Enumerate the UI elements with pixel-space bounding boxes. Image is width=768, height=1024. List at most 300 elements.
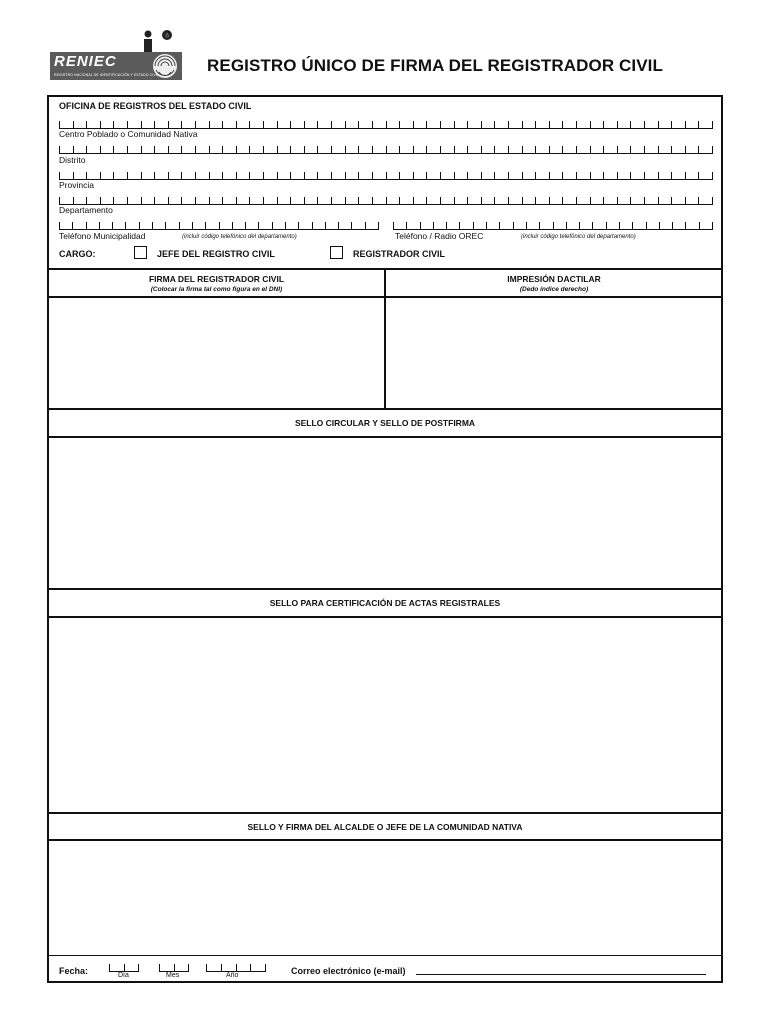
box-tick [263, 172, 264, 179]
box-tick [522, 172, 523, 179]
box-tick [290, 172, 291, 179]
box-tick [522, 121, 523, 128]
box-tick [386, 146, 387, 153]
box-tick [644, 121, 645, 128]
box-tick [413, 172, 414, 179]
box-tick [154, 197, 155, 204]
box-tick [576, 121, 577, 128]
svg-text:☃: ☃ [164, 32, 170, 40]
divider [47, 408, 723, 410]
jefe-registro-label: JEFE DEL REGISTRO CIVIL [157, 249, 275, 259]
huella-area[interactable] [387, 298, 721, 408]
box-tick [579, 222, 580, 229]
box-tick [139, 222, 140, 229]
box-tick [549, 172, 550, 179]
firma-title: FIRMA DEL REGISTRADOR CIVIL [148, 274, 285, 284]
box-tick [209, 197, 210, 204]
box-tick [658, 121, 659, 128]
box-tick [433, 222, 434, 229]
box-tick [277, 146, 278, 153]
box-tick [658, 197, 659, 204]
box-tick [219, 222, 220, 229]
telefono-orec-input[interactable] [393, 219, 713, 230]
box-tick [513, 222, 514, 229]
box-tick [617, 197, 618, 204]
box-tick [508, 172, 509, 179]
sello-alcalde-title: SELLO Y FIRMA DEL ALCALDE O JEFE DE LA COMUNIDAD NATIVA [247, 822, 523, 832]
box-tick [467, 197, 468, 204]
box-tick [494, 172, 495, 179]
reniec-logo [50, 30, 182, 82]
box-tick [331, 172, 332, 179]
box-tick [358, 197, 359, 204]
box-tick [481, 146, 482, 153]
box-tick [399, 146, 400, 153]
box-tick [399, 197, 400, 204]
fecha-mes-input[interactable] [159, 962, 189, 972]
box-tick [100, 172, 101, 179]
box-tick [553, 222, 554, 229]
box-tick [606, 222, 607, 229]
box-tick [181, 172, 182, 179]
box-tick [698, 121, 699, 128]
logo-subtitle: REGISTRO NACIONAL DE IDENTIFICACIÓN Y ESTADO CIVIL [54, 73, 160, 77]
box-tick [73, 146, 74, 153]
box-tick [100, 121, 101, 128]
distrito-label: Distrito [59, 155, 86, 165]
box-tick [562, 146, 563, 153]
box-tick [141, 121, 142, 128]
email-label: Correo electrónico (e-mail) [291, 966, 406, 976]
box-tick [127, 146, 128, 153]
box-tick [386, 121, 387, 128]
box-tick [165, 222, 166, 229]
box-tick [312, 222, 313, 229]
sello-certificacion-title: SELLO PARA CERTIFICACIÓN DE ACTAS REGISTRALES [269, 598, 501, 608]
box-tick [406, 222, 407, 229]
box-tick [113, 146, 114, 153]
box-tick [265, 964, 266, 971]
box-tick [467, 172, 468, 179]
box-tick [73, 172, 74, 179]
box-tick [112, 222, 113, 229]
box-tick [576, 146, 577, 153]
box-tick [358, 146, 359, 153]
box-tick [159, 964, 160, 971]
box-tick [576, 197, 577, 204]
box-tick [644, 172, 645, 179]
sello-circular-area[interactable] [49, 438, 721, 588]
box-tick [413, 197, 414, 204]
box-tick [454, 197, 455, 204]
box-tick [124, 964, 125, 971]
box-tick [420, 222, 421, 229]
box-tick [671, 146, 672, 153]
fecha-dia-input[interactable] [109, 962, 139, 972]
box-tick [331, 121, 332, 128]
box-tick [277, 197, 278, 204]
reniec-emblem-icon [50, 30, 182, 54]
box-tick [619, 222, 620, 229]
box-tick [617, 121, 618, 128]
box-tick [646, 222, 647, 229]
box-tick [222, 197, 223, 204]
box-tick [590, 121, 591, 128]
divider [47, 955, 723, 956]
box-tick [59, 197, 60, 204]
box-tick [630, 172, 631, 179]
box-tick [467, 121, 468, 128]
box-tick [699, 222, 700, 229]
box-tick [304, 121, 305, 128]
box-tick [486, 222, 487, 229]
box-tick [698, 146, 699, 153]
box-tick [59, 172, 60, 179]
provincia-input[interactable] [59, 169, 713, 180]
firma-area[interactable] [49, 298, 383, 408]
huella-title: IMPRESIÓN DACTILAR [507, 274, 601, 284]
box-tick [644, 146, 645, 153]
box-tick [168, 146, 169, 153]
box-tick [73, 197, 74, 204]
box-tick [154, 172, 155, 179]
box-tick [222, 146, 223, 153]
box-tick [658, 146, 659, 153]
centro-poblado-input[interactable] [59, 118, 713, 129]
box-tick [630, 121, 631, 128]
box-tick [86, 172, 87, 179]
box-tick [245, 222, 246, 229]
box-tick [125, 222, 126, 229]
jefe-registro-checkbox[interactable] [134, 246, 147, 259]
box-tick [473, 222, 474, 229]
box-tick [290, 197, 291, 204]
box-tick [263, 197, 264, 204]
sello-alcalde-area[interactable] [49, 841, 721, 954]
box-tick [209, 172, 210, 179]
distrito-input[interactable] [59, 143, 713, 154]
logo-text: RENIEC [54, 53, 117, 70]
box-tick [127, 197, 128, 204]
box-tick [671, 197, 672, 204]
box-tick [154, 146, 155, 153]
box-tick [304, 146, 305, 153]
box-tick [209, 121, 210, 128]
box-tick [290, 146, 291, 153]
box-tick [138, 964, 139, 971]
telefono-municipal-note: (incluir código telefónico del departamento) [182, 234, 297, 240]
box-tick [378, 222, 379, 229]
box-tick [345, 146, 346, 153]
box-tick [659, 222, 660, 229]
box-tick [535, 197, 536, 204]
box-tick [685, 121, 686, 128]
box-tick [413, 146, 414, 153]
box-tick [494, 121, 495, 128]
box-tick [345, 197, 346, 204]
firma-note: (Colocar la firma tal como figura en el DNI) [150, 286, 283, 293]
email-input[interactable] [416, 974, 706, 975]
box-tick [685, 197, 686, 204]
box-tick [440, 146, 441, 153]
box-tick [331, 197, 332, 204]
box-tick [174, 964, 175, 971]
box-tick [99, 222, 100, 229]
box-tick [331, 146, 332, 153]
box-tick [508, 197, 509, 204]
box-tick [152, 222, 153, 229]
box-tick [393, 222, 394, 229]
box-tick [685, 146, 686, 153]
box-tick [426, 146, 427, 153]
box-tick [508, 121, 509, 128]
box-tick [188, 964, 189, 971]
box-tick [685, 172, 686, 179]
box-tick [222, 121, 223, 128]
fecha-label: Fecha: [59, 966, 89, 976]
box-tick [317, 172, 318, 179]
box-tick [168, 197, 169, 204]
box-tick [481, 121, 482, 128]
box-tick [141, 197, 142, 204]
box-tick [59, 121, 60, 128]
box-tick [712, 222, 713, 229]
box-tick [372, 121, 373, 128]
box-tick [562, 197, 563, 204]
box-tick [249, 172, 250, 179]
telefono-municipal-label: Teléfono Municipalidad [59, 231, 146, 241]
box-tick [317, 197, 318, 204]
document-title: REGISTRO ÚNICO DE FIRMA DEL REGISTRADOR CIVIL [207, 56, 663, 75]
telefono-orec-label: Teléfono / Radio OREC [395, 231, 484, 241]
box-tick [426, 172, 427, 179]
box-tick [454, 146, 455, 153]
telefono-orec-note: (incluir código telefónico del departamento) [521, 234, 636, 240]
box-tick [549, 121, 550, 128]
box-tick [236, 146, 237, 153]
cargo-label: CARGO: [59, 249, 96, 259]
box-tick [603, 121, 604, 128]
box-tick [365, 222, 366, 229]
box-tick [113, 121, 114, 128]
box-tick [154, 121, 155, 128]
box-tick [277, 172, 278, 179]
box-tick [195, 146, 196, 153]
box-tick [644, 197, 645, 204]
registrador-label: REGISTRADOR CIVIL [353, 249, 446, 259]
box-tick [535, 172, 536, 179]
box-tick [590, 197, 591, 204]
box-tick [459, 222, 460, 229]
box-tick [372, 146, 373, 153]
box-tick [351, 222, 352, 229]
box-tick [494, 197, 495, 204]
box-tick [221, 964, 222, 971]
box-tick [426, 197, 427, 204]
box-tick [399, 172, 400, 179]
box-tick [592, 222, 593, 229]
box-tick [272, 222, 273, 229]
box-tick [494, 146, 495, 153]
box-tick [304, 172, 305, 179]
box-tick [141, 172, 142, 179]
box-tick [712, 121, 713, 128]
box-tick [195, 197, 196, 204]
box-tick [263, 146, 264, 153]
dia-label: Día [118, 972, 129, 979]
box-tick [285, 222, 286, 229]
box-tick [685, 222, 686, 229]
box-tick [86, 146, 87, 153]
box-tick [535, 146, 536, 153]
mes-label: Mes [166, 972, 180, 979]
sello-circular-title: SELLO CIRCULAR Y SELLO DE POSTFIRMA [294, 418, 476, 428]
box-tick [467, 146, 468, 153]
box-tick [113, 197, 114, 204]
fecha-anio-input[interactable] [206, 962, 266, 972]
box-tick [539, 222, 540, 229]
box-tick [195, 121, 196, 128]
box-tick [263, 121, 264, 128]
box-tick [100, 146, 101, 153]
box-tick [304, 197, 305, 204]
box-tick [426, 121, 427, 128]
box-tick [181, 121, 182, 128]
box-tick [181, 146, 182, 153]
box-tick [317, 121, 318, 128]
box-tick [549, 146, 550, 153]
box-tick [522, 146, 523, 153]
box-tick [590, 172, 591, 179]
box-tick [113, 172, 114, 179]
box-tick [562, 121, 563, 128]
box-tick [576, 172, 577, 179]
office-heading: OFICINA DE REGISTROS DEL ESTADO CIVIL [59, 101, 252, 111]
box-tick [250, 964, 251, 971]
box-tick [590, 146, 591, 153]
box-tick [481, 197, 482, 204]
box-tick [562, 172, 563, 179]
box-tick [338, 222, 339, 229]
box-tick [209, 146, 210, 153]
box-tick [249, 121, 250, 128]
box-tick [630, 146, 631, 153]
telefono-municipal-input[interactable] [59, 219, 379, 230]
box-tick [481, 172, 482, 179]
box-tick [508, 146, 509, 153]
box-tick [630, 197, 631, 204]
box-tick [72, 222, 73, 229]
centro-poblado-label: Centro Poblado o Comunidad Nativa [59, 129, 198, 139]
box-tick [73, 121, 74, 128]
box-tick [440, 197, 441, 204]
box-tick [258, 222, 259, 229]
box-tick [526, 222, 527, 229]
box-tick [671, 172, 672, 179]
box-tick [658, 172, 659, 179]
box-tick [345, 172, 346, 179]
box-tick [179, 222, 180, 229]
box-tick [86, 222, 87, 229]
box-tick [399, 121, 400, 128]
box-tick [358, 121, 359, 128]
box-tick [712, 197, 713, 204]
anio-label: Año [226, 972, 239, 979]
box-tick [440, 172, 441, 179]
box-tick [168, 172, 169, 179]
departamento-label: Departamento [59, 205, 113, 215]
box-tick [236, 197, 237, 204]
box-tick [317, 146, 318, 153]
box-tick [522, 197, 523, 204]
box-tick [181, 197, 182, 204]
box-tick [195, 172, 196, 179]
box-tick [632, 222, 633, 229]
box-tick [236, 172, 237, 179]
departamento-input[interactable] [59, 194, 713, 205]
box-tick [413, 121, 414, 128]
box-tick [454, 121, 455, 128]
huella-note: (Dedo índice derecho) [519, 286, 589, 293]
box-tick [232, 222, 233, 229]
box-tick [345, 121, 346, 128]
box-tick [298, 222, 299, 229]
box-tick [712, 172, 713, 179]
box-tick [698, 172, 699, 179]
box-tick [440, 121, 441, 128]
box-tick [712, 146, 713, 153]
box-tick [446, 222, 447, 229]
sello-certificacion-area[interactable] [49, 618, 721, 812]
box-tick [603, 146, 604, 153]
box-tick [549, 197, 550, 204]
box-tick [127, 172, 128, 179]
box-tick [617, 172, 618, 179]
box-tick [603, 197, 604, 204]
registrador-checkbox[interactable] [330, 246, 343, 259]
box-tick [236, 121, 237, 128]
box-tick [566, 222, 567, 229]
box-tick [86, 197, 87, 204]
box-tick [698, 197, 699, 204]
box-tick [325, 222, 326, 229]
box-tick [59, 146, 60, 153]
box-tick [454, 172, 455, 179]
provincia-label: Provincia [59, 180, 94, 190]
box-tick [603, 172, 604, 179]
divider [47, 588, 723, 590]
box-tick [386, 197, 387, 204]
box-tick [59, 222, 60, 229]
box-tick [192, 222, 193, 229]
box-tick [535, 121, 536, 128]
box-tick [109, 964, 110, 971]
box-tick [100, 197, 101, 204]
box-tick [205, 222, 206, 229]
box-tick [372, 197, 373, 204]
box-tick [358, 172, 359, 179]
box-tick [222, 172, 223, 179]
box-tick [290, 121, 291, 128]
box-tick [206, 964, 207, 971]
box-tick [372, 172, 373, 179]
box-tick [386, 172, 387, 179]
box-tick [249, 146, 250, 153]
divider [47, 812, 723, 814]
box-tick [236, 964, 237, 971]
box-tick [249, 197, 250, 204]
box-tick [277, 121, 278, 128]
